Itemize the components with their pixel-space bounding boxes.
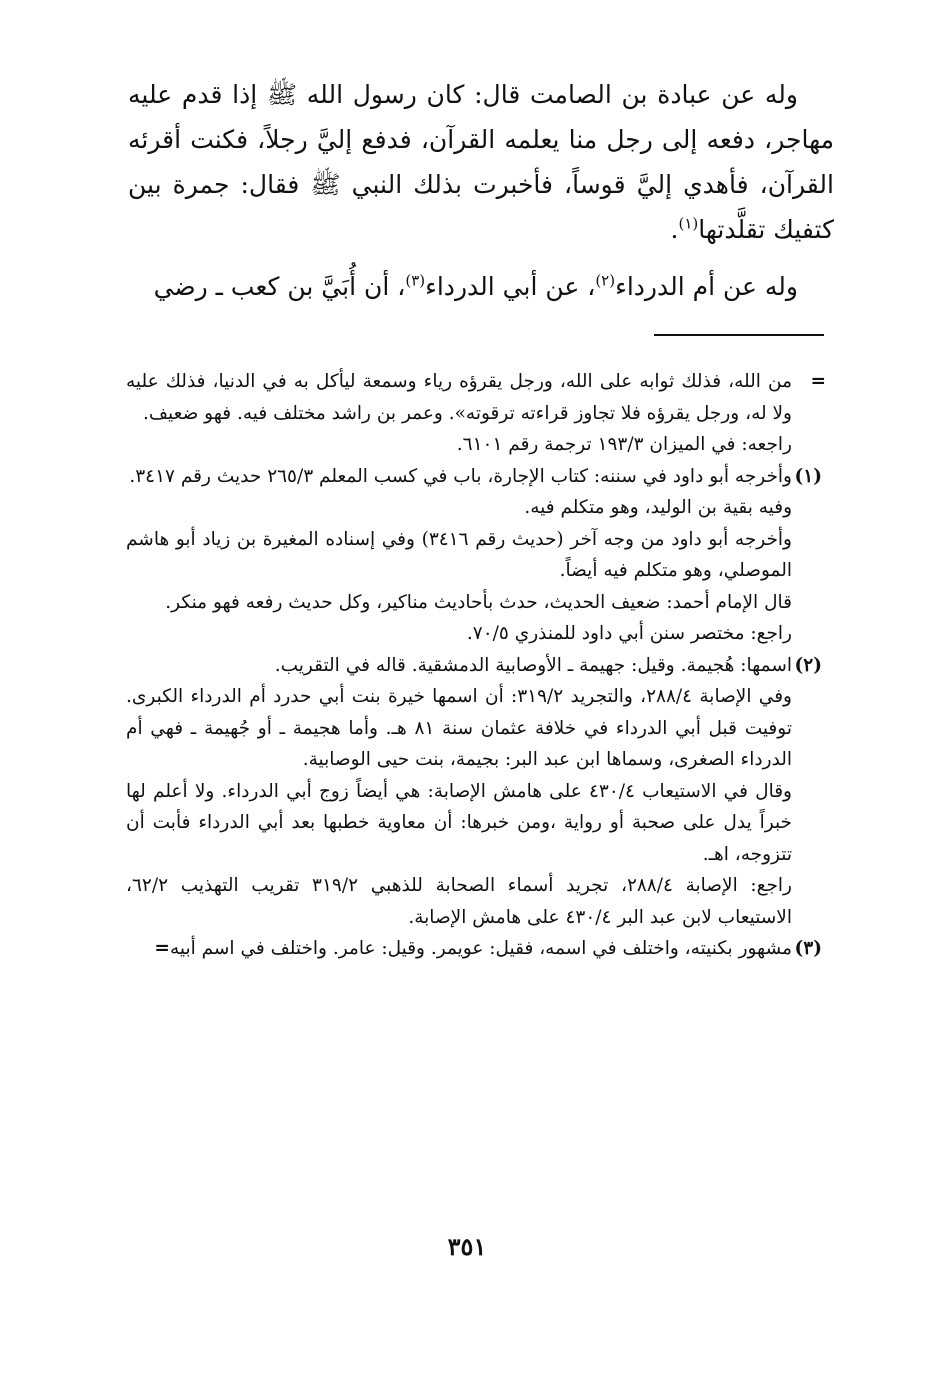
footnote-text: وأخرجه أبو داود من وجه آخر (حديث رقم ٣٤١٦) وفي إسناده المغيرة بن زياد أبو هاشم الموصلي، وهو متكلم فيه أيضاً. [126, 528, 792, 581]
footnote-text: راجع: مختصر سنن أبي داود للمنذري ٧٠/٥. [466, 623, 792, 644]
footnote-number: (٢) [794, 654, 822, 676]
main-text [128, 72, 834, 309]
main-paragraph-text: ، عن أبي الدرداء [425, 272, 596, 301]
footnotes [126, 366, 826, 965]
footnote-ref: (٢) [595, 271, 616, 290]
footnote-text: قال الإمام أحمد: ضعيف الحديث، حدث بأحاديث مناكير، وكل حديث رفعه فهو منكر. [165, 591, 792, 613]
footnote-text: وفيه بقية بن الوليد، وهو متكلم فيه. [524, 497, 792, 518]
footnote-3 [126, 933, 822, 965]
page-number: ٣٥١ [447, 1232, 487, 1261]
main-paragraph [128, 264, 834, 309]
footnote-text [126, 933, 792, 965]
main-paragraph-text: ، أن أُبَيَّ بن كعب ـ رضي [153, 272, 406, 301]
footnote-ref: (١) [678, 214, 699, 233]
main-paragraph-text: وله عن عبادة بن الصامت قال: كان رسول الله ﷺ إذا قدم عليه مهاجر، دفعه إلى رجل منا يعلمه القرآن، فدفع إليَّ رجلاً، فكنت أقرئه القرآن، فأهدي إليَّ قوساً، فأخبرت بذلك النبي ﷺ فقال: جمرة بين كتفيك تقلَّدتها [128, 80, 834, 244]
main-paragraph-text: وله عن أم الدرداء [615, 272, 798, 301]
footnote-text: وأخرجه أبو داود في سننه: كتاب الإجارة، باب في كسب المعلم ٢٦٥/٣ حديث رقم ٣٤١٧. [129, 465, 792, 487]
continuation-mark: = [810, 371, 826, 392]
main-paragraph [128, 72, 834, 252]
footnote-number: (١) [794, 465, 822, 487]
footnote-text: راجعه: في الميزان ١٩٣/٣ ترجمة رقم ٦١٠١. [456, 434, 792, 455]
footnote-1 [126, 461, 822, 650]
footnote-text: راجع: الإصابة ٢٨٨/٤، تجريد أسماء الصحابة للذهبي ٣١٩/٢ تقريب التهذيب ٦٢/٢، الاستيعاب لابن عبد البر ٤٣٠/٤ على هامش الإصابة. [126, 875, 792, 928]
footnote-text-run: مشهور بكنيته، واختلف في اسمه، فقيل: عويمر. وقيل: عامر. واختلف في اسم أبيه [169, 938, 792, 959]
continuation-mark: = [154, 938, 170, 959]
footnote-text: من الله، فذلك ثوابه على الله، ورجل يقرؤه رياء وسمعة ليأكل به في الدنيا، فذلك عليه ولا له، ورجل يقرؤه فلا تجاوز قراءته ترقوته». وعمر بن راشد مختلف فيه. فهو ضعيف. [126, 371, 792, 424]
footnote-ref: (٣) [405, 271, 426, 290]
footnote-2 [126, 650, 822, 934]
footnote-text: وفي الإصابة ٢٨٨/٤، والتجريد ٣١٩/٢: أن اسمها خيرة بنت أبي حدرد أم الدرداء الكبرى. توفيت قبل أبي الدرداء في خلافة عثمان سنة ٨١ هـ. وأما هجيمة ـ أو جُهيمة ـ فهي أم الدرداء الصغرى، وسماها ابن عبد البر: بجيمة، بنت حيى الوصابية. [126, 686, 792, 770]
footnote-separator [654, 334, 824, 336]
footnote-continuation [126, 366, 826, 461]
main-paragraph-end: . [670, 215, 679, 244]
footnote-text: وقال في الاستيعاب ٤٣٠/٤ على هامش الإصابة: هي أيضاً زوج أبي الدرداء. ولا أعلم لها خبراً يدل على صحبة أو رواية ،ومن خبرها: أن معاوية خطبها بعد أبي الدرداء فأبت أن تتزوجه، اهـ. [126, 780, 792, 865]
footnote-text: اسمها: هُجيمة. وقيل: جهيمة ـ الأوصابية الدمشقية. قاله في التقريب. [274, 654, 792, 676]
footnote-number: (٣) [794, 938, 822, 959]
